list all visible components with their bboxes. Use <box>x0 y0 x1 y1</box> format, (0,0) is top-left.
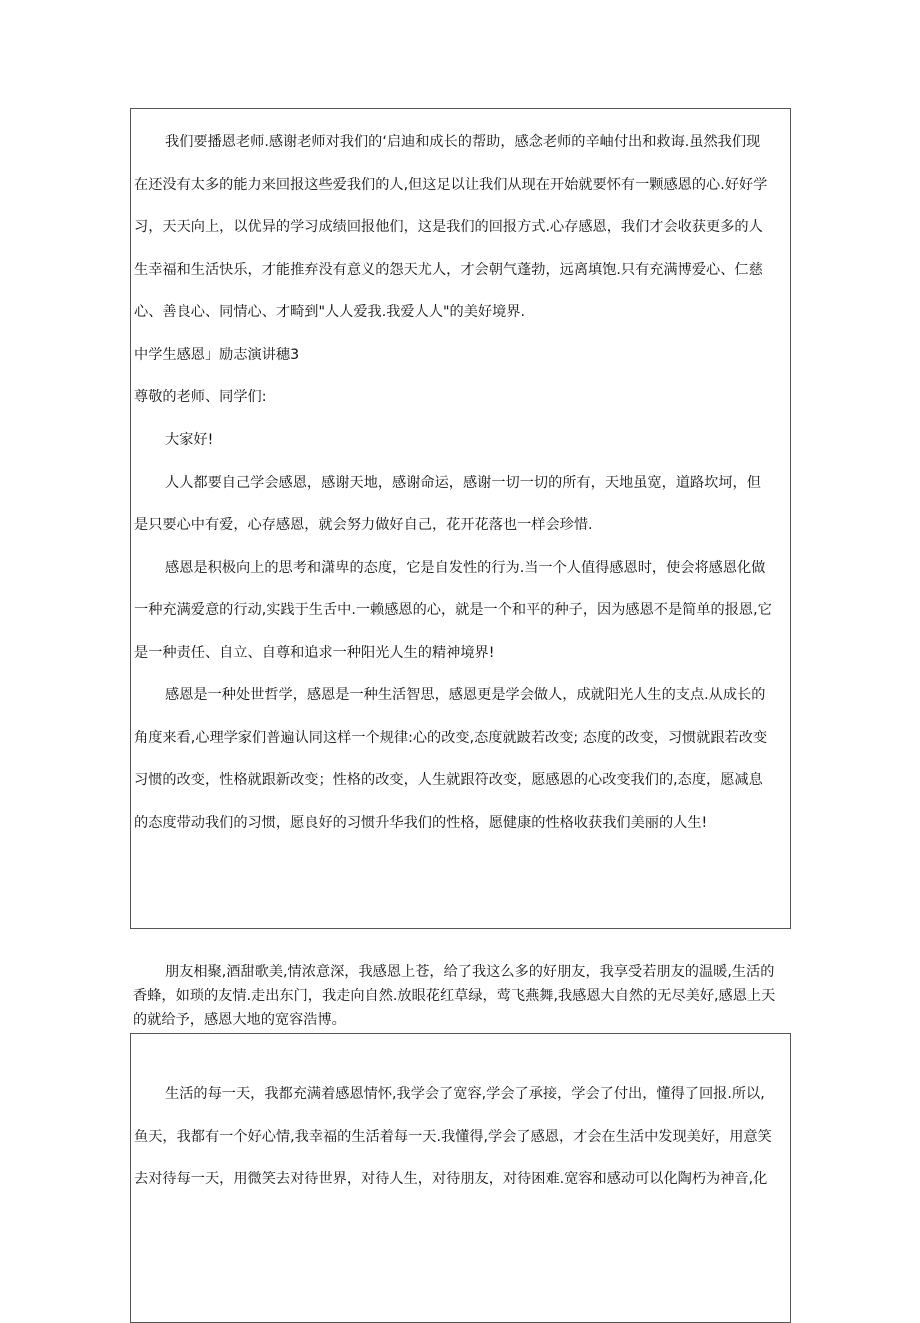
paragraph-line: 生幸福和生活快乐，才能推弃没有意义的怨天尤人，才会朝气蓬勃，远离填饱.只有充满博爱心、仁慈 <box>134 262 763 278</box>
paragraph-line: 角度来看,心理学家们普遍认同这样一个规律:心的改变,态度就跛若改变; 态度的改变，习惯就跟若改变 <box>134 730 768 746</box>
paragraph-line: 朋友相聚,酒甜歌美,情浓意深，我感恩上苍，给了我这么多的好朋友，我享受若朋友的温暖,生活的 <box>165 964 775 980</box>
paragraph-line: 香蜂，如琐的友情.走出东门，我走向自然.放眼花红草绿，莺飞燕舞,我感恩大自然的无尽美好,感恩上天 <box>133 988 776 1004</box>
paragraph-line: 感恩是一种处世哲学，感恩是一种生活智思，感恩更是学会做人，成就阳光人生的支点.从成长的 <box>165 687 766 703</box>
paragraph-line: 鱼天，我都有一个好心情,我幸福的生活着每一天.我懂得,学会了感恩，才会在生活中发现美好，用意笑 <box>134 1129 772 1145</box>
text-box-2 <box>130 1033 791 1323</box>
paragraph-line: 在还没有太多的能力来回报这些爱我们的人,但这足以让我们从现在开始就要怀有一颗感恩的心.好好学 <box>134 177 768 193</box>
paragraph-line: 是只要心中有爱，心存感恩，就会努力做好自己，花开花落也一样会珍惜. <box>134 517 593 533</box>
greeting: 大家好! <box>165 432 214 448</box>
paragraph-line: 人人都要自己学会感恩，感谢天地，感谢命运，感谢一切一切的所有，天地虽宽，道路坎坷，但 <box>165 475 761 491</box>
paragraph-line: 感恩是积极向上的思考和潇卑的态度，它是自发性的行为.当一个人值得感恩时，使会将感恩化做 <box>165 560 766 576</box>
section-heading: 中学生感恩」励志演讲穗3 <box>134 347 300 363</box>
paragraph-line: 心、善良心、同情心、才畸到"人人爱我.我爱人人"的美好境界. <box>134 304 525 320</box>
paragraph-line: 我们要播恩老师.感谢老师对我们的‘启迪和成长的帮助，感念老师的辛岫付出和救诲.虽然我们现 <box>165 134 761 150</box>
salutation: 尊敬的老师、同学们: <box>134 389 267 405</box>
paragraph-line: 一种充满爱意的行动,实践于生舌中.一赖感恩的心，就是一个和平的种子，因为感恩不是简单的报恩,它 <box>134 602 772 618</box>
paragraph-line: 去对待每一天，用微笑去对待世界，对待人生，对待朋友，对待困难.宽容和感动可以化陶朽为神音,化 <box>134 1171 768 1187</box>
paragraph-line: 习惯的改变，性格就跟新改变；性格的改变，人生就跟符改变，愿感恩的心改变我们的,态度，愿减息 <box>134 772 763 788</box>
text-box-1 <box>130 108 791 929</box>
paragraph-line: 习，天天向上，以优异的学习成绩回报他们，这是我们的回报方式.心存感恩，我们才会收获更多的人 <box>134 219 763 235</box>
paragraph-line: 是一种责任、自立、自尊和追求一种阳光人生的精神境界! <box>134 645 495 661</box>
paragraph-line: 的就给予，感恩大地的宽容浩博。 <box>133 1012 346 1028</box>
paragraph-line: 生活的每一天，我都充满着感恩情怀,我学会了宽容,学会了承接，学会了付出，懂得了回报.所以, <box>165 1086 765 1102</box>
paragraph-line: 的态度带动我们的习惯，愿良好的习惯升华我们的性格，愿健康的性格收获我们美丽的人生! <box>134 815 708 831</box>
